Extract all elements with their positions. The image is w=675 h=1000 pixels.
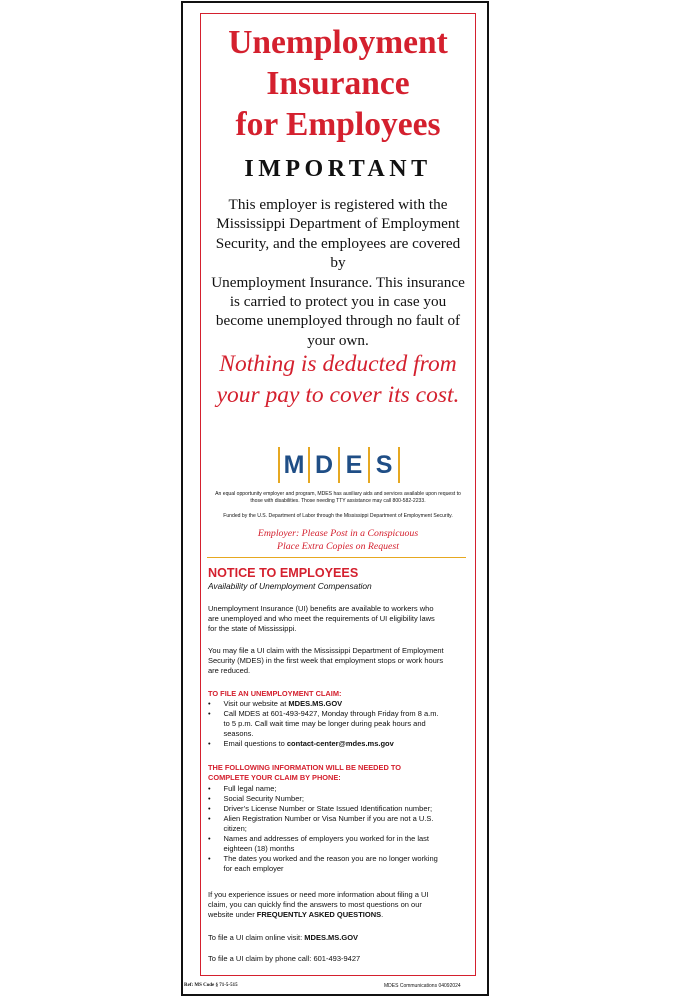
intro-line: Mississippi Department of Employment bbox=[216, 215, 460, 233]
equal-opportunity-statement bbox=[205, 491, 471, 505]
legal-reference: Ref: MS Code § 71-5-515 bbox=[184, 983, 238, 988]
statement-line: your pay to cover its cost. bbox=[216, 382, 460, 408]
intro-line: This employer is registered with the bbox=[228, 196, 448, 213]
title-line: Unemployment bbox=[228, 24, 448, 61]
intro-line: your own. bbox=[307, 331, 369, 349]
mdes-logo bbox=[278, 447, 400, 483]
intro-line: Unemployment Insurance. This insurance bbox=[211, 273, 465, 291]
section-divider bbox=[207, 557, 466, 558]
notice-heading: NOTICE TO EMPLOYEES bbox=[208, 566, 359, 580]
intro-line: is carried to protect you in case you bbox=[229, 293, 447, 311]
website-link[interactable]: MDES.MS.GOV bbox=[288, 699, 343, 708]
eeo-line: An equal opportunity employer and program, MDES has auxiliary aids and services available upon request to bbox=[215, 491, 461, 497]
nothing-deducted-statement bbox=[200, 349, 476, 411]
list-item: • Names and addresses of employers you worked for in the last eighteen (18) months bbox=[208, 834, 430, 853]
statement-line: Nothing is deducted from bbox=[219, 351, 457, 377]
poster-title bbox=[200, 22, 476, 145]
list-item: • Email questions to contact-center@mdes.ms.gov bbox=[208, 739, 394, 748]
title-line: for Employees bbox=[235, 106, 441, 143]
notice-subheading: Availability of Unemployment Compensation bbox=[208, 581, 372, 591]
list-item: • Call MDES at 601-493-9427, Monday through Friday from 8 a.m. to 5 p.m. Call wait time may be longer during peak hours and seasons. bbox=[208, 709, 439, 738]
paragraph-line: for the state of Mississippi. bbox=[208, 624, 297, 634]
intro-line: become unemployed through no fault of bbox=[215, 312, 461, 330]
intro-paragraph bbox=[207, 195, 469, 350]
paragraph-line: are reduced. bbox=[208, 666, 251, 676]
paragraph-line: Unemployment Insurance (UI) benefits are available to workers who bbox=[208, 604, 434, 613]
list-item: • The dates you worked and the reason you are no longer working for each employer bbox=[208, 854, 438, 873]
email-link[interactable]: contact-center@mdes.ms.gov bbox=[286, 739, 394, 748]
faq-paragraph: If you experience issues or need more information about filing a UI claim, you can quickly find the answers to most questions on our website under FREQUENTLY ASKED QUESTIONS. bbox=[208, 890, 429, 920]
list-item: • Visit our website at MDES.MS.GOV bbox=[208, 699, 343, 708]
faq-link[interactable]: FREQUENTLY ASKED QUESTIONS bbox=[256, 910, 382, 920]
list-item: • Social Security Number; bbox=[208, 794, 304, 803]
communications-code: MDES Communications 04092024 bbox=[384, 983, 461, 989]
eligibility-paragraph bbox=[208, 604, 470, 635]
important-heading: IMPORTANT bbox=[244, 156, 432, 182]
posting-line: Employer: Please Post in a Conspicuous bbox=[257, 528, 419, 539]
logo-letter: S bbox=[375, 450, 393, 479]
paragraph-line: You may file a UI claim with the Mississippi Department of Employment bbox=[208, 646, 444, 655]
logo-divider bbox=[398, 447, 400, 483]
funding-statement: Funded by the U.S. Department of Labor through the Mississippi Department of Employment Security. bbox=[223, 513, 453, 519]
phone-claim-line: To file a UI claim by phone call: 601-493-9427 bbox=[208, 954, 361, 963]
title-line: Insurance bbox=[266, 65, 410, 102]
eeo-line: those with disabilities. Those needing TTY assistance may call 800-582-2233. bbox=[250, 498, 426, 504]
list-item: • Alien Registration Number or Visa Number if you are not a U.S. citizen; bbox=[208, 814, 434, 833]
paragraph-line: Security (MDES) in the first week that employment stops or work hours bbox=[208, 656, 444, 666]
logo-letter: E bbox=[345, 450, 363, 479]
paragraph-line: are unemployed and who meet the requirements of UI eligibility laws bbox=[208, 614, 435, 624]
logo-letter: M bbox=[283, 450, 305, 479]
list-item: • Full legal name; bbox=[208, 784, 277, 793]
required-info-heading: THE FOLLOWING INFORMATION WILL BE NEEDED TO COMPLETE YOUR CLAIM BY PHONE: bbox=[208, 763, 401, 782]
file-claim-list bbox=[208, 699, 458, 749]
employer-posting-note bbox=[200, 528, 476, 553]
posting-line: Place Extra Copies on Request bbox=[277, 540, 399, 552]
list-item: • Driver’s License Number or State Issued Identification number; bbox=[208, 804, 433, 813]
online-claim-link[interactable]: MDES.MS.GOV bbox=[304, 933, 359, 942]
intro-line: Security, and the employees are covered by bbox=[215, 234, 461, 272]
filing-time-paragraph bbox=[208, 646, 470, 677]
logo-letter: D bbox=[314, 450, 334, 479]
online-claim-line: To file a UI claim online visit: MDES.MS.GOV bbox=[208, 933, 359, 942]
file-claim-heading: TO FILE AN UNEMPLOYMENT CLAIM: bbox=[208, 689, 342, 698]
required-info-list bbox=[208, 784, 458, 874]
